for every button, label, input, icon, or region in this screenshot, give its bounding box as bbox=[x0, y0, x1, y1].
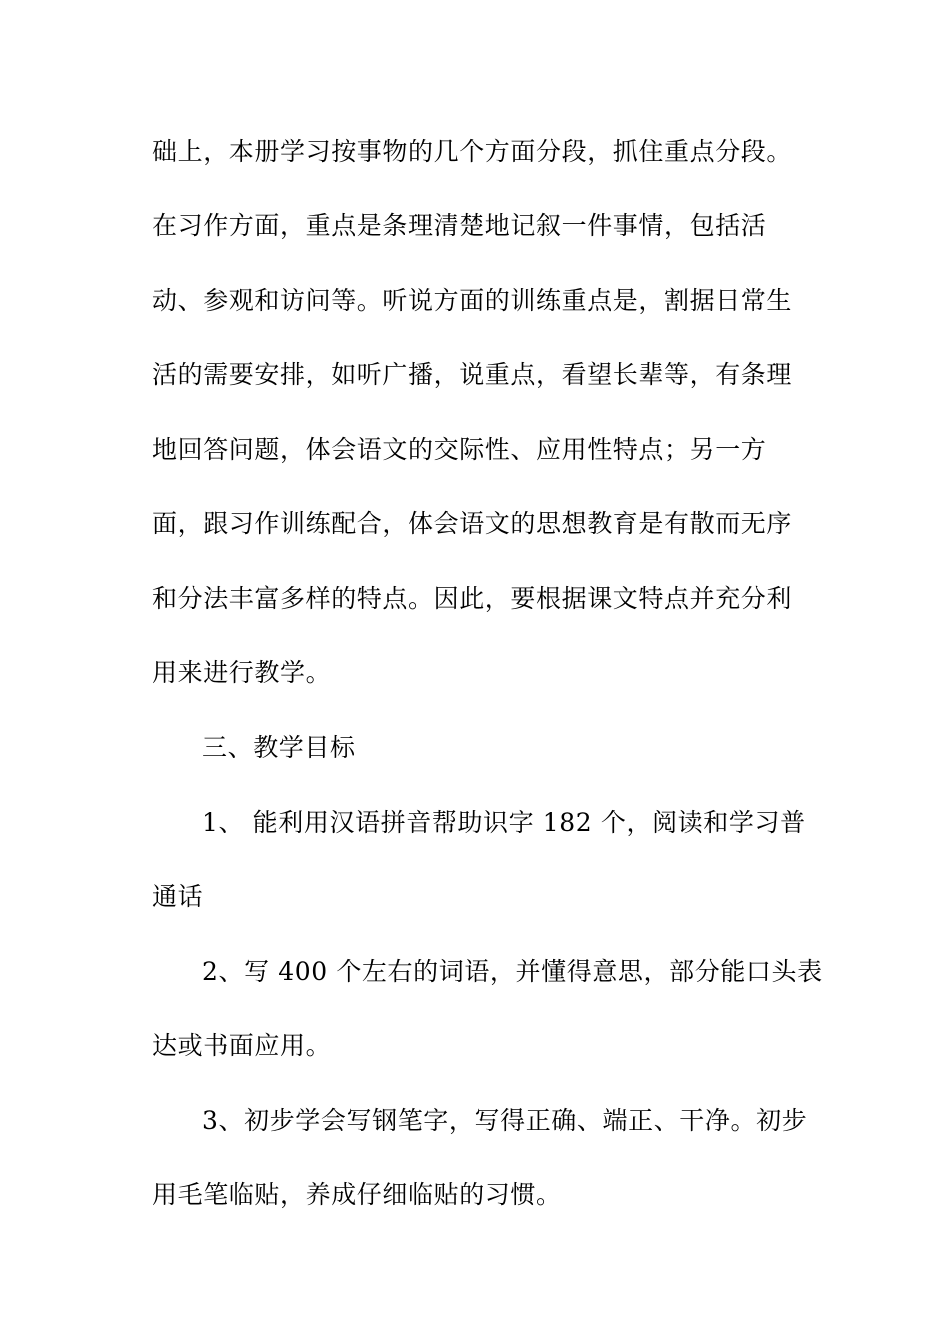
list-item-2: 2、写 400 个左右的词语，并懂得意思，部分能口头表 bbox=[202, 957, 823, 986]
list-item-1-continued: 通话 bbox=[152, 882, 204, 911]
list-item-3: 3、初步学会写钢笔字，写得正确、端正、干净。初步 bbox=[202, 1106, 808, 1135]
list-item-3-continued: 用毛笔临贴，养成仔细临贴的习惯。 bbox=[152, 1180, 562, 1209]
paragraph-line: 动、参观和访问等。听说方面的训练重点是，割据日常生 bbox=[152, 286, 793, 315]
paragraph-line: 面，跟习作训练配合，体会语文的思想教育是有散而无序 bbox=[152, 509, 793, 538]
paragraph-line: 础上，本册学习按事物的几个方面分段，抓住重点分段。 bbox=[152, 137, 793, 166]
paragraph-line: 用来进行教学。 bbox=[152, 658, 332, 687]
section-heading: 三、教学目标 bbox=[202, 733, 356, 762]
list-item-1: 1、 能利用汉语拼音帮助识字 182 个，阅读和学习普 bbox=[202, 808, 806, 837]
paragraph-line: 在习作方面，重点是条理清楚地记叙一件事情，包括活 bbox=[152, 211, 767, 240]
paragraph-line: 地回答问题，体会语文的交际性、应用性特点；另一方 bbox=[152, 435, 767, 464]
paragraph-line: 活的需要安排，如听广播，说重点，看望长辈等，有条理 bbox=[152, 360, 793, 389]
paragraph-line: 和分法丰富多样的特点。因此，要根据课文特点并充分利 bbox=[152, 584, 793, 613]
list-item-2-continued: 达或书面应用。 bbox=[152, 1031, 332, 1060]
